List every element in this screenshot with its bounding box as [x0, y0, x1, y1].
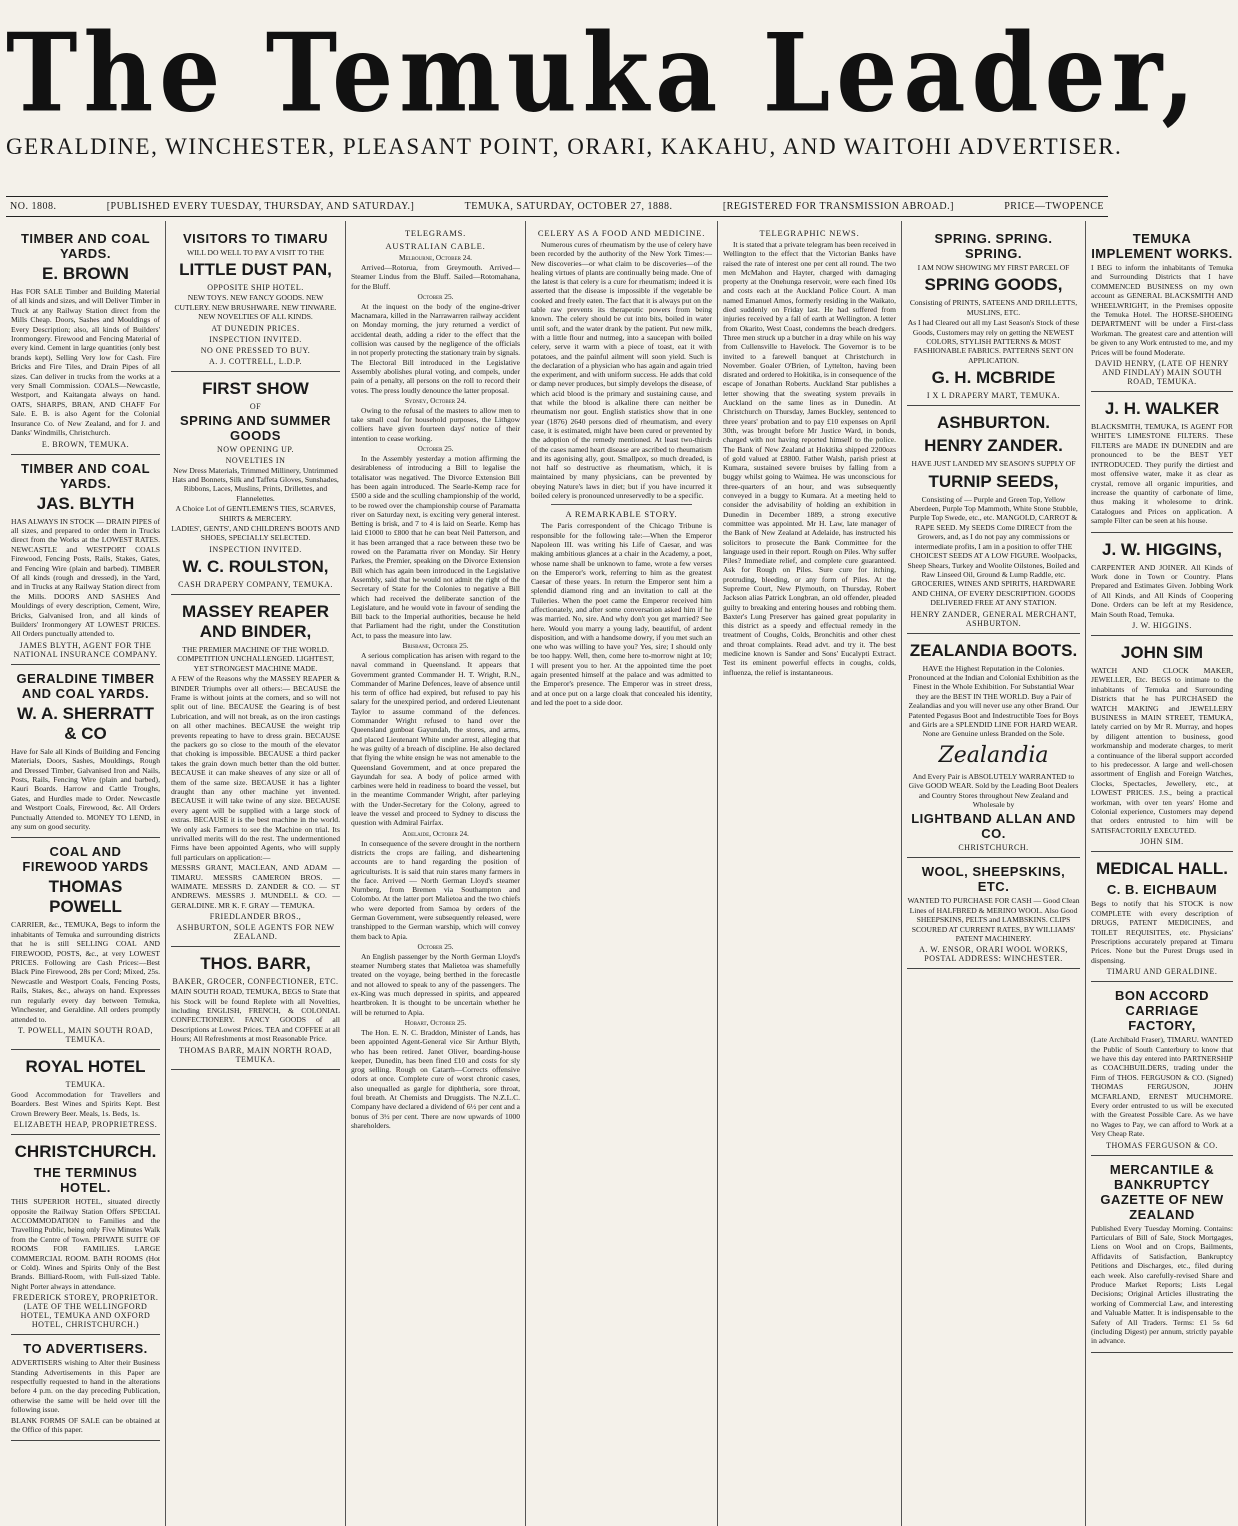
ad-body: Begs to notify that his STOCK is now COMPLETE with every description of DRUGS, PATENT MEDICINES, and TOILET REQUISITES, etc. Physicians' Prescriptions accurately prepared at Timaru Prices. None but the Purest Drugs used in dispensing.: [1091, 899, 1233, 965]
ad-body: THIS SUPERIOR HOTEL, situated directly opposite the Railway Station Offers SPECIAL ACCOMMODATION to Families and the Travelling Public, being only Five Minutes Walk from the Centre of Town. PRIVATE SUITE OF ROOMS FOR FAMILIES. LARGE COMMERCIAL ROOM. BATH ROOMS (Hot or Cold). Wines and Spirits Only of the Best Brands. Billiard-Room, with Full-sized Table. Night Porter always in attendance.: [11, 1197, 160, 1291]
ad-line: NO ONE PRESSED TO BUY.: [200, 345, 311, 355]
ad-heading: WOOL, SHEEPSKINS, ETC.: [921, 864, 1066, 895]
ad-powell: [11, 838, 160, 1049]
ad-blyth-timber: [11, 455, 160, 665]
column-1: [6, 221, 166, 1526]
ad-body: HAVE JUST LANDED MY SEASON'S SUPPLY OF: [911, 459, 1076, 469]
news-paragraph: Arrived—Rotorua, from Greymouth. Arrived—Steamer Lindus from the Bluff. Sailed—Rotomahana, for the Bluff.: [351, 263, 520, 291]
ad-heading: TEMUKA IMPLEMENT WORKS.: [1091, 231, 1233, 261]
columns: [6, 221, 1233, 1526]
dateline-item: October 25.: [417, 444, 454, 454]
ad-thos-barr: [171, 947, 340, 1069]
ad-body: Have for Sale all Kinds of Building and Fencing Materials, Doors, Sashes, Mouldings, Rough and Dressed Timber, Galvanised Iron and Nails, Posts, Rails, Fencing Wire (plain and barbed), Kauri Boards. Harrow and Cattle Troughs, Gates, and Hurdles made to Order. Newcastle and Westport Coals, Firewood, &c. All Orders Punctually Attended to. MONEY TO LEND, in any sum on good security.: [11, 746, 160, 832]
ad-royal-hotel: [11, 1050, 160, 1135]
divider: [551, 504, 692, 505]
ad-carriage-factory: [1091, 982, 1233, 1155]
ad-signature: FREDERICK STOREY, PROPRIETOR. (LATE OF THE WELLINGFORD HOTEL, TEMUKA AND OXFORD HOTEL, CHRISTCHURCH.): [12, 1293, 159, 1330]
ad-signature: JOHN SIM.: [1140, 837, 1184, 847]
ad-signature: CHRISTCHURCH.: [958, 843, 1029, 853]
ad-heading: BON ACCORD CARRIAGE FACTORY,: [1114, 988, 1210, 1034]
ad-name: THOMAS POWELL: [48, 877, 123, 917]
ad-heading: TO ADVERTISERS.: [23, 1341, 148, 1357]
ad-name: J. H. WALKER: [1104, 399, 1220, 419]
ad-name: FIRST SHOW: [202, 378, 309, 398]
issue-number: NO. 1808.: [10, 201, 57, 212]
ad-line: NOW OPENING UP.: [217, 444, 294, 454]
ad-sub: BAKER, GROCER, CONFECTIONER, ETC.: [172, 977, 339, 987]
ad-body: HAVE the Highest Reputation in the Colonies. Pronounced at the Indian and Colonial Exhibition as the Finest in the Whole Exhibition. For Substantial Wear they are the BEST IN THE WORLD. Buy a Pair of Zealandias and you will never use any other Brand. Our Patented Pegasus Boot and Indestructible Toes for Boys and Girls are a SPLENDID LINE FOR HARD WEAR. None are Genuine unless Branded on the Sole.: [908, 663, 1079, 739]
ad-body: BLACKSMITH, TEMUKA, IS AGENT FOR WHITE'S LIMESTONE FILTERS. These FILTERS are MADE IN DUNEDIN and are pronounced to be the BEST YET INTRODUCED. They purify the dirtiest and most offensive water, make it as clear as crystal, remove all organic impurities, and increase the quantity of carbonate of lime, thus making it wholesome to drink. Catalogues and Prices on application. A sample Filter can be seen at his house.: [1091, 422, 1233, 526]
ad-heading: TIMBER AND COAL YARDS.: [20, 460, 151, 491]
ad-line: OF: [249, 401, 262, 411]
ad-body: NEW TOYS. NEW FANCY GOODS. NEW CUTLERY. NEW BRUSHWARE. NEW TINWARE. NEW NOVELTIES OF ALL KINDS.: [174, 293, 337, 322]
ad-henry-zander: [907, 406, 1080, 633]
registration-note: [REGISTERED FOR TRANSMISSION ABROAD.]: [722, 201, 954, 212]
masthead: [6, 0, 1201, 190]
news-paragraph: The Hon. E. N. C. Braddon, Minister of Lands, has been appointed Agent-General vice Sir Arthur Blyth, who has been retired. Janet Oliver, boarding-house keeper, Dunedin, has been fined £10 and costs for sly grog selling. Rough on Catarrh—Corrects offensive odors at once. Complete cure of worst chronic cases, also unequalled as gargle for diphtheria, sore throat, foul breath. At Chemists and Druggists. The N.Z.L.C. Company have declared a dividend of 6½ per cent and a bonus of 3½ per cent. There are now upwards of 1000 shareholders.: [351, 1027, 520, 1130]
ad-body: WATCH AND CLOCK MAKER, JEWELLER, Etc. BEGS to intimate to the inhabitants of Temuka and Surrounding Districts that he has PURCHASED the WATCH MAKING and JEWELLERY BUSINESS in MAIN STREET, TEMUKA, lately carried on by Mr R. Murray, and hopes by diligent attention to business, good workmanship and moderate charges, to merit a continuance of the liberal support accorded to his predecessor. A large and well-chosen assortment of English and Foreign Watches, Clocks, Spectacles, Jewellery, etc., at LOWEST PRICES. J.S., being a practical workman, with over ten years' Home and Colonial experience, Customers may depend that orders entrusted to him will be SATISFACTORILY EXECUTED.: [1091, 665, 1233, 835]
ad-terminus-hotel: [11, 1135, 160, 1335]
news-paragraph: Owing to the refusal of the masters to allow men to take small coal for household purposes, the Lithgow colliers have given fourteen days' notice of their intention to cease working.: [351, 405, 520, 443]
article-heading: A REMARKABLE STORY.: [565, 509, 678, 520]
ad-body: Published Every Tuesday Morning. Contains: Particulars of Bill of Sale, Stock Mortgages, Liens on Wool and on Crops, Bailments, Affidavits of Satisfaction, Bankruptcy Petitions and Discharges, etc., filed during each week. Also carefully-revised Share and Produce Market Reports; Lists Legal Decisions; Original Articles illustrating the working of Commercial Law, and interesting and Valuable Matter. It is indispensable to the Safety of All Traders. Terms: £1 5s 6d (including Digest) per annum, strictly payable in advance.: [1091, 1223, 1233, 1346]
ad-signature: CASH DRAPERY COMPANY, TEMUKA.: [178, 579, 333, 589]
notice-advertisers: [11, 1335, 160, 1441]
ad-body: A FEW of the Reasons why the MASSEY REAPER & BINDER Triumphs over all others:— BECAUSE the Frame is without joints at the corners, and so will not split out of line. BECAUSE the Gearing is of best Lubrication, and will not break, as on the iron castings on all other machines. BECAUSE the weight trip prevents repeating to have to dress grain. BECAUSE the packers go so close to the mouth of the elevator that choking is impossible. BECAUSE a third packer takes the grain down much better than the old butter. BECAUSE it can make sheaves of any size or all of them of the same size. BECAUSE it has a lighter draught than any other machine yet invented. BECAUSE it will take twine of any size. BECAUSE every agent will be supplied with a large stock of extras. BECAUSE it is the best machine in the world. We only ask Farmers to see the Machine on trial. Its unrivalled merits will do the rest. The undermentioned Firms have been appointed Agents, who will supply full particulars on application:—: [171, 674, 340, 862]
ad-body: WILL DO WELL TO PAY A VISIT TO THE: [186, 248, 325, 257]
ad-heading: C. B. EICHBAUM: [1106, 882, 1218, 898]
dateline-item: Melbourne, October 24.: [399, 253, 472, 262]
article-body: Numerous cures of rheumatism by the use of celery have been recorded by the authority of the New York Times:— New discoveries—or what claim to be discoveries—of the healing virtues of plants are continually being made. One of the latest is that celery is a cure for rheumatism; indeed it is asserted that the disease is impossible if the vegetable be cooked and freely eaten. The fact that it is always put on the table raw prevents its therapeutic powers from being known. The celery should be cut into bits, boiled in water until soft, and the water drank by the patient. Put new milk, with a little flour and nutmeg, into a saucepan with boiled celery, serve it warm with a piece of toast, eat it with potatoes, and the painful ailment will soon yield. Such is the declaration of a physician who has again and again tried the experiment, and with uniform success. He adds that cold or damp never produces, but simply develops the disease, of which acid blood is the primary and sustaining cause, and that while the blood is alkaline there can neither be rheumatism nor gout. English statistics show that in one year (1876) 2640 persons died of rheumatism, and every case, it is estimated, might have been cured or prevented by the adoption of the remedy mentioned. At least two-thirds of the cases named heart disease are ascribed to rheumatism and its agonising ally, gout. Smallpox, so much dreaded, is not half so destructive as rheumatism, which, it is maintained by many physicians, can be prevented by obeying Nature's laws in diet; but if you have incurred it boiled celery is pronounced unreservedly to be a specific.: [531, 240, 712, 501]
ad-signature: TIMARU AND GERALDINE.: [1106, 967, 1218, 977]
ad-ensor-wool: [907, 858, 1080, 969]
column-3-telegrams: [346, 221, 526, 1526]
ad-body: New Dress Materials, Trimmed Millinery, Untrimmed Hats and Bonnets, Silk and Taffeta Gloves, Sunshades, Ribbons, Laces, Muslins, Prints, Drillettes, and Flannelettes.: [172, 465, 339, 503]
column-6: [902, 221, 1086, 1526]
ad-body: Good Accommodation for Travellers and Boarders. Best Wines and Spirits Kept. Best Crown Brewery Beer. Meals, 1s. Beds, 1s.: [11, 1089, 160, 1118]
section-subheading: AUSTRALIAN CABLE.: [385, 241, 486, 251]
dateline-item: Sydney, October 24.: [404, 395, 467, 405]
ad-line: AT DUNEDIN PRICES.: [211, 323, 300, 333]
ad-name: W. A. SHERRATT & CO: [17, 703, 154, 743]
ad-heading: LIGHTBAND ALLAN AND CO.: [911, 811, 1076, 842]
ad-name: ZEALANDIA BOOTS.: [909, 640, 1078, 660]
ad-heading: SPRING AND SUMMER GOODS: [179, 412, 332, 443]
ad-signature: DAVID HENRY, (LATE OF HENRY AND FINDLAY) MAIN SOUTH ROAD, TEMUKA.: [1095, 359, 1229, 387]
ad-mercantile-gazette: [1091, 1156, 1233, 1353]
ad-body: MAIN SOUTH ROAD, TEMUKA, BEGS to State that his Stock will be found Replete with all Novelties, including ENGLISH, FRENCH, & COLONIAL CONFECTIONERY. FANCY GOODS of all Descriptions at Lowest Prices. TEA and COFFEE at all Hours; All Refreshments at most Reasonable Price.: [171, 987, 340, 1044]
dateline-item: Brisbane, October 25.: [402, 640, 469, 650]
ad-name: HENRY ZANDER.: [924, 436, 1063, 456]
ad-heading: GERALDINE TIMBER AND COAL YARDS.: [16, 670, 155, 701]
ad-name: W. C. ROULSTON,: [182, 556, 329, 576]
issue-date: TEMUKA, SATURDAY, OCTOBER 27, 1888.: [464, 201, 673, 212]
column-5-telegraphic: [718, 221, 902, 1526]
ad-heading: TIMBER AND COAL YARDS.: [20, 231, 151, 261]
ad-heading: THE TERMINUS HOTEL.: [33, 1165, 138, 1196]
ad-name: SPRING GOODS,: [924, 275, 1063, 295]
ad-name: ROYAL HOTEL: [25, 1056, 146, 1076]
news-paragraph: In the Assembly yesterday a motion affirming the desirableness of introducing a Bill to legalise the totalisator was negatived. The Divorce Extension Bill has been again introduced. The Searle-Kemp race for £500 a side and the sculling championship of the world, to be rowed over the championship course of Paramatta river on Saturday next, is exciting very general interest. Betting is brisk, and 7 to 4 is laid on Searle. Kemp has laid £1000 to £800 that he can beat Neil Patterson, and it has been arranged that a race between these two be rowed on the Paramatta river on Monday. Sir Henry Parkes, the Premier, speaking on the Divorce Extension Bill which has again been introduced in the Legislative Assembly, said that he would not admit the right of the Secretary of State for the Colonies to negative a Bill which had received the deliberate sanction of the Legislature, and he would vote in favour of sending the Bill back to the Imperial authorities, because he held that Parliament had the right, under the Constitution Act, to pass the measure into law.: [351, 454, 520, 640]
ad-roulston: [171, 372, 340, 595]
ad-body: I BEG to inform the inhabitants of Temuka and Surrounding Districts that I have COMMENCED BUSINESS on my own account as GENERAL BLACKSMITH AND WHEELWRIGHT, in the Premises opposite the Temuka Hotel. The HORSE-SHOEING DEPARTMENT will be under a First-class Workman. The greatest care and attention will be given to any Work entrusted to me, and my Prices will be found Moderate.: [1091, 263, 1233, 357]
publication-schedule: [PUBLISHED EVERY TUESDAY, THURSDAY, AND SATURDAY.]: [106, 201, 415, 212]
zealandia-signature-logo: Zealandia: [938, 742, 1049, 768]
ad-name: TURNIP SEEDS,: [928, 471, 1059, 491]
ad-heading: COAL AND FIREWOOD YARDS: [22, 844, 149, 875]
ad-heading: MERCANTILE & BANKRUPTCY GAZETTE OF NEW ZEALAND: [1100, 1161, 1224, 1222]
dateline-item: October 25.: [417, 291, 454, 301]
ad-signature: ASHBURTON, SOLE AGENTS FOR NEW ZEALAND.: [176, 923, 335, 942]
article-heading: CELERY AS A FOOD AND MEDICINE.: [537, 228, 706, 238]
ad-body: Has FOR SALE Timber and Building Material of all kinds and sizes, and will Deliver Timber in Truck at any Railway Station direct from the Mills Cheap. Doors, Sashes and Mouldings of Every Description; also, all kinds of Builders' Ironmongery. Firewood and Fencing Material of every kind. Cement in large quantities (only best brands kept), Selling Very low for Cash. Fire Bricks and Fire Tiles, and Drain Pipes of all sizes. Can deliver in trucks from the works at a very Small Commission. COALS—Newcastle, Westport, and Kaitangata always on hand. OATS, SHARPS, BRAN, AND CHAFF For Sale. E. B. is also Agent for the Colonial Insurance Co. of New Zealand, and for J. and Danks' Windmills, Christchurch.: [11, 287, 160, 438]
section-heading: TELEGRAPHIC NEWS.: [759, 228, 860, 238]
dateline: [6, 196, 1108, 217]
section-heading: TELEGRAMS.: [404, 228, 467, 238]
column-4-articles: [526, 221, 718, 1526]
ad-location: ASHBURTON.: [936, 413, 1051, 433]
ad-signature: T. POWELL, MAIN SOUTH ROAD, TEMUKA.: [18, 1025, 153, 1044]
ad-line: INSPECTION INVITED.: [209, 334, 302, 344]
news-paragraph: In consequence of the severe drought in the northern districts the crops are failing, and disheartening accounts are to hand regarding the position of agriculturists. It is said that ruin stares many farmers in the face. Arrived — North German Lloyd's steamer Nurnberg, from Bremen via Southampton and Colombo. At the latter port Malietoa and the two chiefs who were deported from Samoa by orders of the German Government, were subsequently released, were transhipped to the German warship, which will convey them back to Apia.: [351, 838, 520, 941]
ad-signature: A. J. COTTRELL, L.D.P.: [209, 356, 302, 366]
column-2: [166, 221, 346, 1526]
ad-body: ADVERTISERS wishing to Alter their Business Standing Advertisements in this Paper are respectfully requested to hand in the alterations before 4 p.m. on the day preceding Publication, otherwise the same will be held over till the following issue.: [11, 1358, 160, 1415]
price: PRICE—TWOPENCE: [1004, 201, 1104, 212]
ad-name: G. H. MCBRIDE: [931, 368, 1056, 388]
ad-john-sim: [1091, 636, 1233, 852]
ad-signature: THOMAS FERGUSON & CO.: [1106, 1140, 1218, 1150]
ad-sub: THE PREMIER MACHINE OF THE WORLD. COMPETITION UNCHALLENGED. LIGHTEST, YET STRONGEST MACHINE MADE.: [177, 644, 334, 673]
ad-line: NOVELTIES IN: [225, 455, 286, 465]
ad-signature: I X L DRAPERY MART, TEMUKA.: [926, 391, 1061, 401]
ad-heading: VISITORS TO TIMARU: [182, 231, 329, 246]
ad-body: (Late Archibald Fraser), TIMARU. WANTED the Public of South Canterbury to know that we have this day entered into PARTNERSHIP as COACHBUILDERS, trading under the Firm of THOS. FERGUSON & CO. (Signed) THOMAS FERGUSON, JOHN MCFARLAND, ERNEST MUCHMORE. Every order entrusted to us will be executed with the Greatest Possible Care. As we have no Wages to Pay, we can afford to Work at a Very Cheap Rate.: [1091, 1035, 1233, 1139]
ad-location: OPPOSITE SHIP HOTEL.: [207, 283, 304, 293]
ad-name: CHRISTCHURCH.: [14, 1142, 157, 1162]
ad-zealandia-boots: [907, 634, 1080, 859]
ad-signature: HENRY ZANDER, GENERAL MERCHANT, ASHBURTON.: [910, 609, 1077, 628]
news-paragraph: At the inquest on the body of the engine-driver Macnamara, killed in the Narrawarren railway accident on Monday morning, the jury returned a verdict of accidental death, adding a rider to the effect that the collision was caused by the negligence of the officials in not properly protecting the stationary train by signals. The Electoral Bill introduced in the Legislative Assembly abolishes plural voting, and compels, under pain of a penalty, all persons on the roll to record their votes. The press loudly denounce the latter proposal.: [351, 301, 520, 395]
ad-signature: JAMES BLYTH, AGENT FOR THE NATIONAL INSURANCE COMPANY.: [13, 640, 158, 659]
ad-body: LADIES', GENTS', AND CHILDREN'S BOOTS AND SHOES, SPECIALLY SELECTED.: [171, 524, 340, 543]
ad-signature: A. W. ENSOR, ORARI WOOL WORKS, POSTAL ADDRESS: WINCHESTER.: [919, 945, 1068, 964]
ad-name: JAS. BLYTH: [36, 493, 135, 513]
ad-body: HAS ALWAYS IN STOCK — DRAIN PIPES of all sizes, and prepared to order them in Trucks direct from the Works at the LOWEST RATES. NEWCASTLE and WESTPORT COALS Firewood, Fencing Posts, Rails, Stakes, Gates, and Fencing Wire (plain and barbed). TIMBER Of all kinds (rough and dressed), in the Yard, and in Trucks at any Railway Station direct from the Mills. DOORS AND SASHES And Mouldings of every description, Cement, Wire, Bricks, Galvanised Iron, and all kinds of Builders' Ironmongery AT LOWEST PRICES. All Orders punctually attended to.: [11, 516, 161, 639]
ad-body: And Every Pair is ABSOLUTELY WARRANTED to Give GOOD WEAR. Sold by the Leading Boot Dealers and Country Stores throughout New Zealand and Wholesale by: [908, 771, 1079, 809]
ad-heading: SPRING. SPRING. SPRING.: [934, 231, 1053, 261]
dateline-item: Adelaide, October 24.: [402, 828, 469, 838]
ad-signature: FRIEDLANDER BROS.,: [209, 912, 302, 922]
ad-walker: [1091, 392, 1233, 532]
masthead-subtitle: GERALDINE, WINCHESTER, PLEASANT POINT, ORARI, KAKAHU, AND WAITOHI ADVERTISER.: [6, 134, 1123, 159]
ad-brown-timber: [11, 225, 160, 455]
ad-medical-hall: [1091, 852, 1233, 982]
news-paragraph: A serious complication has arisen with regard to the naval command in Queensland. It appears that Government granted Commander H. T. Wright, R.N., Commander of Marine Defences, leave of absence until his term of office had expired, but refused to pay his salary for the unexpired period, and ordered Lieutenant Taylor to assume command of the defences. Commander Wright refused to hand over the Queensland gunboat Gayundah, the stores, and arms, and placed Lieutenant White under arrest, alleging that he was guilty of a breach of discipline. He also declared that flying the white ensign he was not amenable to the Queensland Government, and at once prepared the Gayundah for sea. A body of police armed with carbines were held in readiness to board the vessel, but in the meantime Commander Wright, after parleying with the Under-Secretary for the Colony, agreed to leave the vessel and proceed to Sydney to discuss the question with Admiral Fairfax.: [351, 650, 520, 828]
dateline-item: Hobart, October 25.: [404, 1017, 467, 1027]
masthead-title: The Temuka Leader,: [6, 9, 1201, 137]
ad-sherratt: [11, 665, 160, 839]
ad-body: CARRIER, &c., TEMUKA, Begs to inform the inhabitants of Temuka and surrounding districts that he is still SELLING COAL AND FIREWOOD, POSTS, &c., at very LOWEST PRICES. Following are Cash Prices:—Best Black Pine Firewood, 28s per Cord; Mixed, 25s. Newcastle and Westport Coals, Fencing Posts, Rails, Stakes, &c., always on hand. Expresses run regularly every day between Temuka, Winchester, and Geraldine. All orders promptly attended to.: [11, 920, 160, 1024]
ad-body: Consisting of PRINTS, SATEENS AND DRILLETTS, MUSLINS, ETC.: [909, 298, 1078, 317]
ad-little-dust-pan: [171, 225, 340, 372]
ad-signature: ELIZABETH HEAP, PROPRIETRESS.: [13, 1120, 158, 1130]
ad-body: WANTED TO PURCHASE FOR CASH — Good Clean Lines of HALFBRED & MERINO WOOL. Also Good SHEEPSKINS, PELTS and LAMBSKINS. CLIPS SCOURED AT CURRENT RATES, BY WILLIAMS' PATENT MACHINERY.: [907, 896, 1080, 944]
ad-body: As I had Cleared out all my Last Season's Stock of these Goods, Customers may rely on getting the NEWEST COLORS, STYLISH PATTERNS & MOST FASHIONABLE FABRICS. PATTERNS SENT ON APPLICATION.: [907, 318, 1080, 365]
ad-name: J. W. HIGGINS,: [1102, 539, 1222, 559]
ad-name: THOS. BARR,: [200, 954, 311, 974]
ad-name: LITTLE DUST PAN,: [179, 260, 332, 280]
ad-name: JOHN SIM: [1120, 642, 1204, 662]
ad-signature: J. W. HIGGINS.: [1132, 620, 1192, 630]
ad-name: MEDICAL HALL.: [1096, 859, 1228, 879]
news-paragraph: It is stated that a private telegram has been received in Wellington to the effect that the Victorian Banks have raised the rate of interest one per cent all round. The two men McMahon and Hayter, charged with damaging property at the Onehunga reservoir, were each fined 10s and costs each at the Auckland Police Court. A man named Emanuel Amos, formerly residing in the Waikato, died suddenly on Friday last. He had suffered from injuries received by a fall of earth at Wellington. A letter from Okarito, West Coast, condemns the beach dredgers. Three men struck up a butcher in a dray while on his way from Cullensville to Havelock. The Governor is to be invited to a farewell banquet at Christchurch in November. Goaler O'Brien, of Lyttelton, having been disrated and ordered to Hokitika, is in consequence of the escape of Jonathan Roberts. Auckland Star publishes a letter showing that the sweating system prevails in Auckland on the same lines as in Dunedin. At Christchurch on Thursday, James Buckley, sentenced to three years' probation and to pay £10 expenses on April 30th, was brought before Mr Justice Ward, in bonds, charged with not having reported himself to the police. The Bank of New Zealand at Hokitika shipped 2200ozs of gold valued at £8800. Father Walsh, parish priest at Kumara, sustained severe bruises by falling from a buggy whilst going to Waimea. He was unconscious for three-quarters of an hour, and was subsequently conveyed in a buggy to Kumara. At a meeting held to consider the advisability of holding an exhibition in Dunedin in December 1889, a strong executive committee was appointed. Mr H. Law, late manager of the Bank of New Zealand at Adelaide, has instructed his solicitors to prosecute the Bank Committee for the language used in their report. Rough on Piles. Why suffer Piles? Immediate relief, and complete cure guaranteed. Ask for Rough on Piles. Sure cure for itching, protruding, bleeding, or any form of Piles. At the Supreme Court, New Plymouth, on Thursday, Robert Jackson alias Patrick Longbran, an old offender, pleaded guilty to breaking and entering houses and robbing them. Baxter's Lung Preserver has gained great popularity in this district as a speedy and effectual remedy in the treatment of Coughs, Colds, Bronchitis and other chest and throat complaints. Read advt. and try it. The best medicine known is Sander and Sons' Eucalypti Extract. Test its eminent powerful effects in coughs, colds, influenza, the relief is instantaneous.: [723, 240, 896, 677]
ad-implement-works: [1091, 225, 1233, 392]
ad-name: MASSEY REAPER AND BINDER,: [181, 601, 330, 641]
ad-body: A Choice Lot of GENTLEMEN'S TIES, SCARVES, SHIRTS & MERCERY.: [175, 504, 336, 523]
ad-signature: E. BROWN, TEMUKA.: [41, 439, 130, 449]
ad-body: BLANK FORMS OF SALE can be obtained at the Office of this paper.: [11, 1415, 160, 1435]
ad-body: Consisting of — Purple and Green Top, Yellow Aberdeen, Purple Top Mammoth, White Stone Stubble, Purple Top Swede, etc., etc. MANGOLD, CARROT & RAPE SEED. My SEEDS Come DIRECT from the Growers, and, as I do not pay any commissions or intermediate profits, I am in a position to offer THE CHOICEST SEEDS AT A LOW FIGURE. Woolpacks, Sheep Shears, Turkey and Woolite Oilstones, Boiled and Raw Linseed Oil, Ground & Lump Raddle, etc. GROCERIES, WINES AND SPIRITS, HARDWARE AND CHINA, OF EVERY DESCRIPTION. GOODS DELIVERED FREE AT ANY STATION.: [907, 494, 1080, 608]
article-body: The Paris correspondent of the Chicago Tribune is responsible for the following tale:—When the Emperor Napoleon III. was writing his Life of Caesar, and was making ambitious glances at a chair in the Academy, a poet, whose name shall be unknown to fame, wrote a few verses on the Emperor's work, referring to him as the greatest Caesar of these years. In return the Emperor sent him a splendid diamond ring and an invitation to call at the Tuileries. When the poet came the Emperor received him affectionately, and after some conversation asked him if he was married. No, sire. And why don't you get married? See here. Would you marry a young lady, beautiful, of ardent disposition, and with a handsome dowry, if you met such an one who was willing to have you? Yes, sire; I should only be too happy. Well, then, come here to-morrow night at 10; I will present you to her. At the appointed time the poet again presented himself at the palace and was admitted to the Emperor's presence. The Emperor was in street dress, and at once put on a large cloak that concealed his identity, and led the poet to a side door.: [531, 521, 712, 707]
ad-massey-reaper: [171, 595, 340, 947]
ad-mcbride: [907, 225, 1080, 406]
dateline-item: October 25.: [417, 941, 454, 951]
ad-body: I AM NOW SHOWING MY FIRST PARCEL OF: [917, 263, 1070, 272]
ad-line: INSPECTION INVITED.: [209, 544, 302, 554]
news-paragraph: An English passenger by the North German Lloyd's steamer Nurnberg states that Malietoa was shamefully treated on the voyage, being berthed in the forecastle and not allowed to speak to any of the passengers. The ex-King was much depressed in spirits, and appeared heartbroken. It is thought to be uncertain whether he will be returned to Apia.: [351, 951, 520, 1017]
ad-agents: MESSRS GRANT, MACLEAN, AND ADAM — TIMARU. MESSRS CAMERON BROS. — WAIMATE. MESSRS D. ZANDER & CO. — ST ANDREWS. MESSRS J. MUNDELL & CO. — GERALDINE. MR K. F. GRAY — TEMUKA.: [171, 863, 340, 910]
column-7: [1086, 221, 1238, 1526]
ad-name: E. BROWN: [42, 264, 129, 283]
ad-place: TEMUKA.: [65, 1079, 106, 1089]
ad-signature: THOMAS BARR, MAIN NORTH ROAD, TEMUKA.: [178, 1045, 333, 1064]
ad-higgins: [1091, 533, 1233, 636]
ad-body: CARPENTER AND JOINER. All Kinds of Work done in Town or Country. Plans Prepared and Estimates Given. Jobbing Work of All Kinds, and All Kinds of Coopering Done. Orders can be left at my Residence, Main South Road, Temuka.: [1091, 562, 1233, 619]
